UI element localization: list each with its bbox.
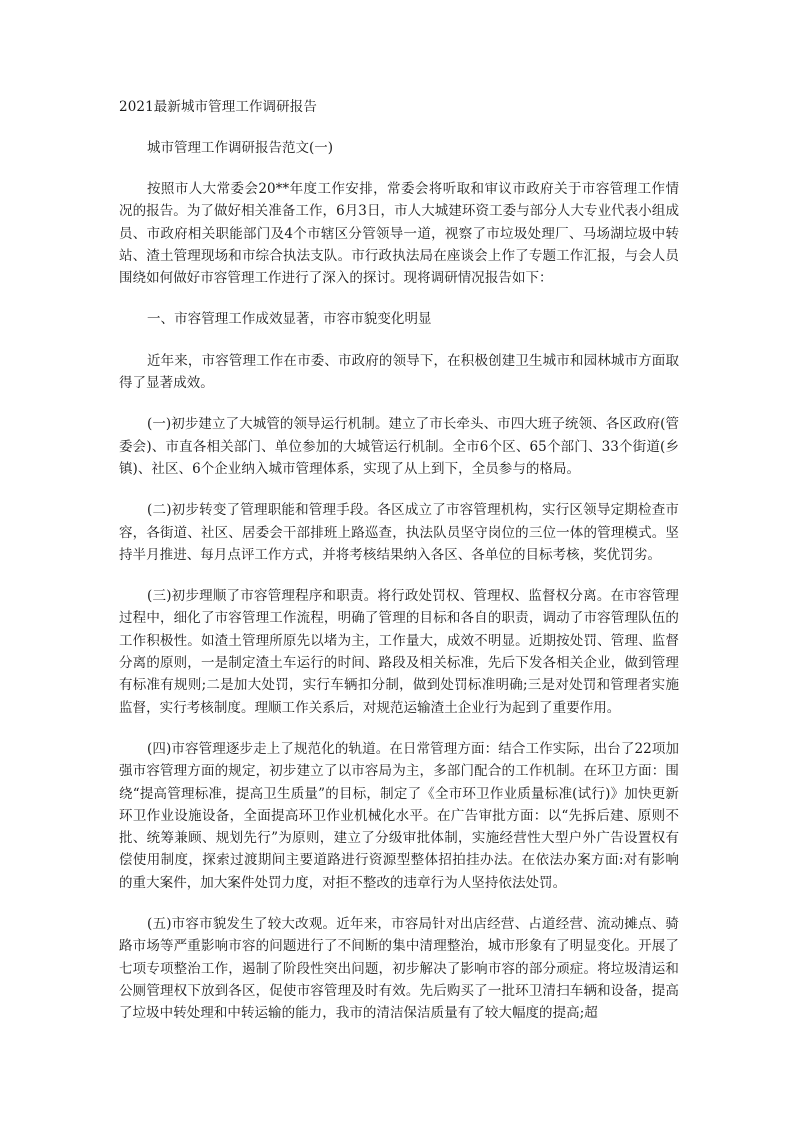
item-3-paragraph: (三)初步理顺了市容管理程序和职责。将行政处罚权、管理权、监督权分离。在市容管理过程中，细化了市容管理工作流程，明确了管理的目标和各自的职责，调动了市容管理队伍的工作积极性。如渣土管理所原先以堵为主，工作量大，成效不明显。近期按处罚、管理、监督分离的原则，一是制定渣土车运行的时间、路段及相关标准，先后下发各相关企业，做到管理有标准有规则;二是加大处罚，实行车辆扣分制，做到处罚标准明确;三是对处罚和管理者实施监督，实行考核制度。理顺工作关系后，对规范运输渣土企业行为起到了重要作用。 — [119, 588, 679, 716]
document-page — [119, 96, 679, 1025]
document-subtitle: 城市管理工作调研报告范文(一) — [147, 140, 334, 156]
item-5-paragraph: (五)市容市貌发生了较大改观。近年来，市容局针对出店经营、占道经营、流动摊点、骑路市场等严重影响市容的问题进行了不间断的集中清理整治，城市形象有了明显变化。开展了七项专项整治工作，遏制了阶段性突出问题，初步解决了影响市容的部分顽症。将垃圾清运和公厕管理权下放到各区，促使市容管理及时有效。先后购买了一批环卫清扫车辆和设备，提高了垃圾中转处理和中转运输的能力，我市的清洁保洁质量有了较大幅度的提高;超 — [119, 916, 679, 1022]
section-heading-1: 一、市容管理工作成效显著，市容市貌变化明显 — [147, 311, 432, 328]
document-title: 2021最新城市管理工作调研报告 — [119, 99, 317, 115]
item-1-paragraph: (一)初步建立了大城管的领导运行机制。建立了市长牵头、市四大班子统领、各区政府(管委会)、市直各相关部门、单位参加的大城管运行机制。全市6个区、65个部门、33个街道(乡镇)、社区、6个企业纳入城市管理体系，实现了从上到下，全员参与的格局。 — [119, 416, 679, 477]
item-4-paragraph: (四)市容管理逐步走上了规范化的轨道。在日常管理方面：结合工作实际，出台了22项加强市容管理方面的规定，初步建立了以市容局为主，多部门配合的工作机制。在环卫方面：围绕“提高管理标准，提高卫生质量”的目标，制定了《全市环卫作业质量标准(试行)》加快更新环卫作业设施设备，全面提高环卫作业机械化水平。在广告审批方面：以“先拆后建、原则不批、统筹兼顾、规划先行”为原则，建立了分级审批体制，实施经营性大型户外广告设置权有偿使用制度，探索过渡期间主要道路进行资源型整体招拍挂办法。在依法办案方面:对有影响的重大案件，加大案件处罚力度，对拒不整改的违章行为人坚持依法处罚。 — [119, 740, 679, 891]
section-1-intro-paragraph: 近年来，市容管理工作在市委、市政府的领导下，在积极创建卫生城市和园林城市方面取得了显著成效。 — [119, 352, 679, 392]
intro-paragraph: 按照市人大常委会20**年度工作安排，常委会将听取和审议市政府关于市容管理工作情况的报告。为了做好相关准备工作，6月3日，市人大城建环资工委与部分人大专业代表小组成员、市政府相关职能部门及4个市辖区分管领导一道，视察了市垃圾处理厂、马场湖垃圾中转站、渣土管理现场和市综合执法支队。市行政执法局在座谈会上作了专题工作汇报，与会人员围绕如何做好市容管理工作进行了深入的探讨。现将调研情况报告如下： — [119, 181, 679, 287]
item-2-paragraph: (二)初步转变了管理职能和管理手段。各区成立了市容管理机构，实行区领导定期检查市容，各街道、社区、居委会干部排班上路巡查，执法队员坚守岗位的三位一体的管理模式。坚持半月推进、每月点评工作方式，并将考核结果纳入各区、各单位的目标考核，奖优罚劣。 — [119, 502, 679, 563]
